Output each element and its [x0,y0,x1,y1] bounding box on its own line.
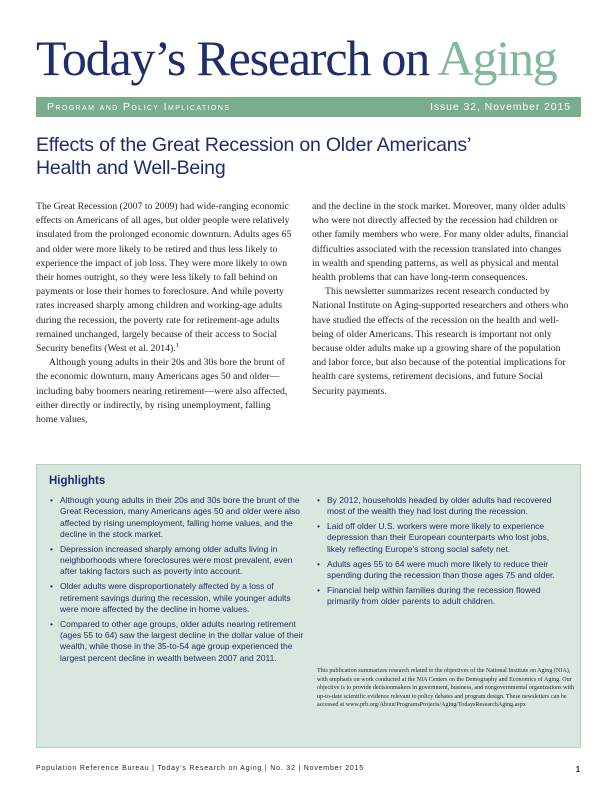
footnote-ref: 1 [175,341,179,349]
body-column-right [312,200,570,399]
paragraph-text: The Great Recession (2007 to 2009) had wide-ranging economic effects on Americans of all ages, but older people were relatively insulated from the prolonged economic downturn. Adults ages 65 and older were more likely to be retired and thus less likely to experience the impact of job loss. They were more likely to own their homes outright, so they were less likely to fall behind on payments or lose their homes to foreclosure. And while poverty rates increased sharply among children and working-age adults during the recession, the poverty rate for retirement-age adults remained unchanged, largely because of their access to Social Security benefits (West et al. 2014). [36,201,292,355]
bullet-icon: • [50,543,53,554]
body-paragraph: Although young adults in their 20s and 30s bore the brunt of the economic downturn, many Americans ages 50 and older—including baby boomers nearing retirement—were also affected, either directly or indirectly, by rising unemployment, falling home values, [36,357,288,426]
highlight-item [49,619,305,664]
highlight-text: Compared to other age groups, older adults nearing retirement (ages 55 to 64) saw the largest decline in the dollar value of their wealth, while those in the 35-to-54 age group experienced the largest percent decline in wealth between 2007 and 2011. [60,618,304,663]
highlight-item [49,581,305,615]
highlight-text: By 2012, households headed by older adults had recovered most of the wealth they had lost during the recession. [327,495,552,517]
highlights-box [36,464,581,748]
banner-section-label: Program and Policy Implications [47,101,231,113]
highlight-text: Older adults were disproportionately affected by a loss of retirement savings during the recession, while younger adults were more affected by the decline in home values. [60,581,291,614]
highlight-item [316,495,568,518]
bullet-icon: • [317,521,320,532]
bullet-icon: • [317,558,320,569]
highlights-list-left [49,495,305,668]
highlight-item [49,495,305,540]
masthead-title: Today’s Research on [36,30,438,86]
highlights-list-right [316,495,568,611]
highlights-title: Highlights [49,475,106,487]
highlight-text: Adults ages 55 to 64 were much more likely to reduce their spending during the recession than those ages 75 and older. [327,558,555,580]
bullet-icon: • [317,584,320,595]
body-paragraph: and the decline in the stock market. Moreover, many older adults who were not directly affected by the recession had children or other family members who were. For many older adults, financial difficulties associated with the recession translated into changes in wealth and spending patterns, as well as physical and mental health problems that can have long-term consequences. [312,201,569,284]
newsletter-masthead [36,30,581,90]
highlight-text: Laid off older U.S. workers were more likely to experience depression than their European counterparts who lost jobs, likely reflecting Europe’s strong social safety net. [327,521,550,554]
bullet-icon: • [317,495,320,505]
article-title: Effects of the Great Recession on Older Americans’ Health and Well-Being [36,134,471,179]
body-paragraph [36,200,294,356]
bullet-icon: • [50,618,53,629]
publication-note: This publication summarizes research related to the objectives of the National Institute on Aging (NIA), with emphasis on work conducted at the NIA Centers on the Demography and Economics of Aging. Our objective is to provide decisionmakers in government, business, and nongovernmental organizations with up-to-date scientific evidence relevant to policy debates and program design. These newsletters can be accessed at www.prb.org/About/ProgramsProjects/Aging/TodaysResearchAging.aspx [317,668,574,709]
highlight-text: Financial help within families during the recession flowed primarily from older parents to adult children. [327,584,541,607]
page-footer [36,765,581,772]
highlight-text: Depression increased sharply among older adults living in neighborhoods where foreclosures were most prevalent, even after taking factors such as poverty into account. [60,543,293,577]
body-column-left [36,200,294,427]
highlight-item [316,559,568,582]
highlight-item [49,544,305,578]
banner-issue-label: Issue 32, November 2015 [430,101,571,113]
highlight-text: Although young adults in their 20s and 30s bore the brunt of the Great Recession, many Americans ages 50 and older were also affected by rising unemployment, falling home values, and the decline in the stock market. [60,495,301,539]
page-number: 1 [575,765,581,774]
masthead-title-aging: Aging [437,30,557,86]
bullet-icon: • [50,581,53,592]
highlight-item [316,521,568,555]
footer-text: Population Reference Bureau | Today’s Research on Aging | No. 32 | November 2015 [36,765,364,772]
bullet-icon: • [50,495,53,505]
body-paragraph: This newsletter summarizes recent research conducted by National Institute on Aging-supported researchers and others who have studied the effects of the recession on the health and well-being of older Americans. This research is important not only because older adults make up a growing share of the population and labor force, but also because of the potential implications for health care systems, retirement decisions, and future Social Security payments. [312,286,569,397]
issue-banner [36,97,581,117]
highlight-item [316,585,568,608]
